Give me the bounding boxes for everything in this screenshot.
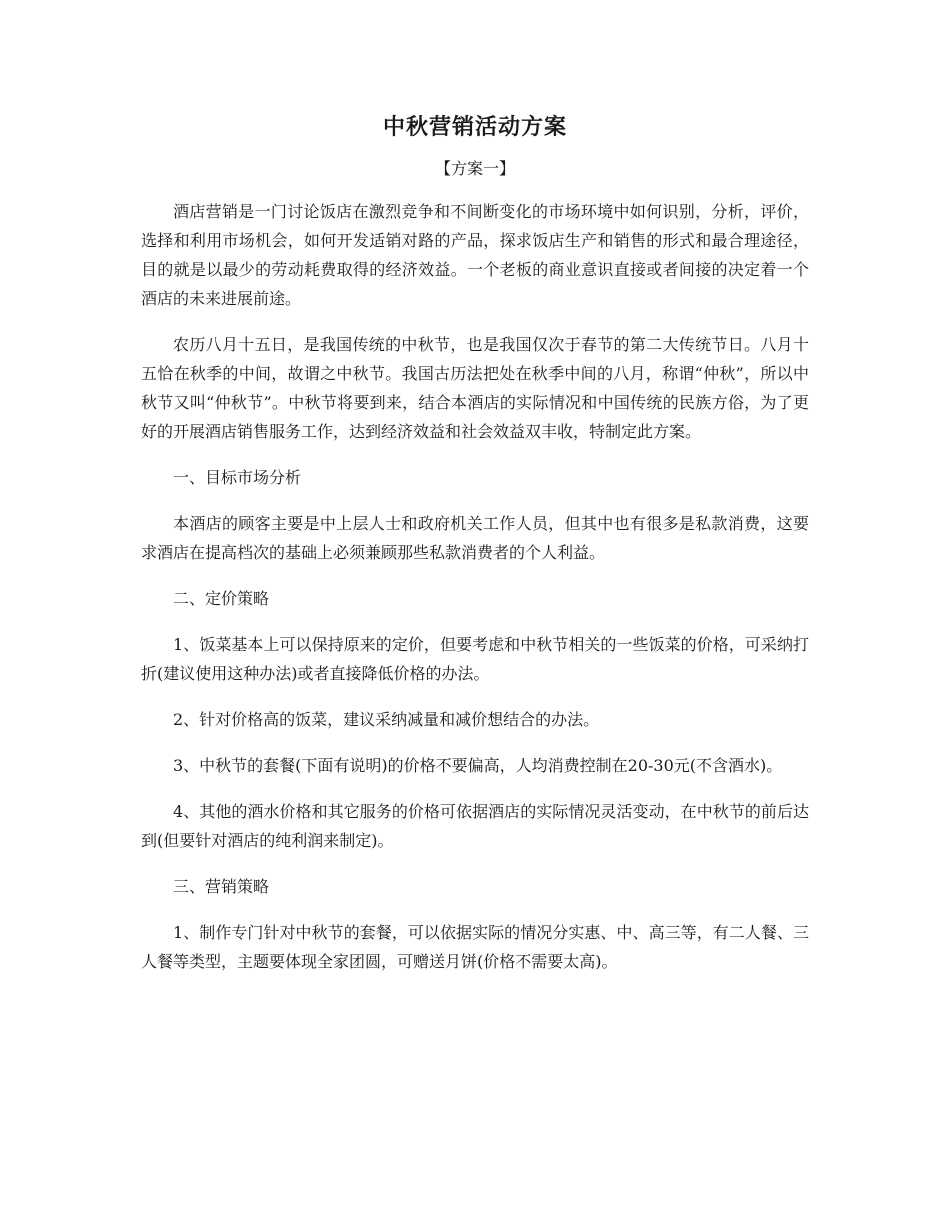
pricing-item-2: 2、针对价格高的饭菜，建议采纳减量和减价想结合的办法。 — [173, 710, 600, 729]
section-heading-pricing: 二、定价策略 — [173, 589, 270, 608]
pricing-item-4: 4、其他的酒水价格和其它服务的价格可依据酒店的实际情况灵活变动，在中秋节的前后达到(但要针对酒店的纯利润来制定)。 — [141, 802, 809, 850]
pricing-item-3: 3、中秋节的套餐(下面有说明)的价格不要偏高，人均消费控制在20-30元(不含酒水)。 — [173, 756, 783, 775]
intro-paragraph: 酒店营销是一门讨论饭店在激烈竞争和不间断变化的市场环境中如何识别，分析，评价，选择和利用市场机会，如何开发适销对路的产品，探求饭店生产和销售的形式和最合理途径，目的就是以最少的劳动耗费取得的经济效益。一个老板的商业意识直接或者间接的决定着一个酒店的未来进展前途。 — [141, 202, 809, 308]
document-page — [141, 108, 809, 976]
section-heading-marketing: 三、营销策略 — [173, 877, 270, 896]
festival-paragraph: 农历八月十五日，是我国传统的中秋节，也是我国仅次于春节的第二大传统节日。八月十五恰在秋季的中间，故谓之中秋节。我国古历法把处在秋季中间的八月，称谓“仲秋”，所以中秋节又叫“仲秋节”。中秋节将要到来，结合本酒店的实际情况和中国传统的民族方俗，为了更好的开展酒店销售服务工作，达到经济效益和社会效益双丰收，特制定此方案。 — [141, 335, 809, 441]
section-heading-market: 一、目标市场分析 — [173, 468, 302, 487]
document-subtitle: 【方案一】 — [434, 159, 515, 178]
marketing-item-1: 1、制作专门针对中秋节的套餐，可以依据实际的情况分实惠、中、高三等，有二人餐、三人餐等类型，主题要体现全家团圆，可赠送月饼(价格不需要太高)。 — [141, 923, 809, 971]
pricing-item-1: 1、饭菜基本上可以保持原来的定价，但要考虑和中秋节相关的一些饭菜的价格，可采纳打折(建议使用这种办法)或者直接降低价格的办法。 — [141, 635, 809, 683]
document-title: 中秋营销活动方案 — [382, 115, 567, 140]
market-paragraph: 本酒店的顾客主要是中上层人士和政府机关工作人员，但其中也有很多是私款消费，这要求酒店在提高档次的基础上必须兼顾那些私款消费者的个人利益。 — [141, 514, 809, 562]
